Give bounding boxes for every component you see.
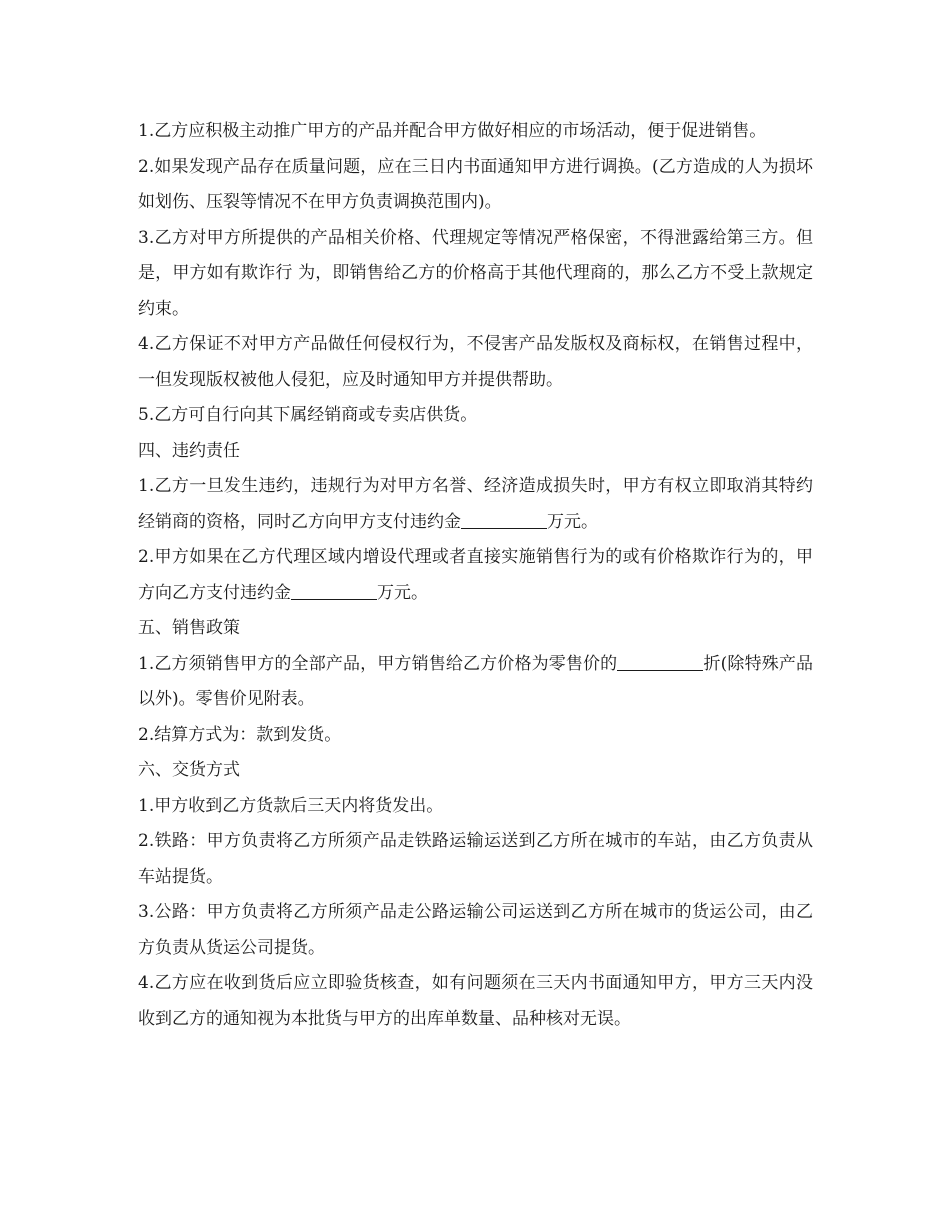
penalty-amount-blank: [461, 508, 547, 529]
delivery-item-4: 4.乙方应在收到货后应立即验货核查，如有问题须在三天内书面通知甲方，甲方三天内没收到乙方的通知视为本批货与甲方的出库单数量、品种核对无误。: [138, 973, 813, 1029]
sales-item-1-tail: 折(除特殊产品以外)。零售价见附表。: [138, 653, 814, 709]
breach-item-2: [138, 540, 813, 611]
document-page: [138, 114, 813, 1037]
delivery-item-3: 3.公路：甲方负责将乙方所须产品走公路运输公司运送到乙方所在城市的货运公司，由乙方负责从货运公司提货。: [138, 902, 813, 958]
clause-3-item-5: 5.乙方可自行向其下属经销商或专卖店供货。: [138, 405, 478, 425]
delivery-item-1: 1.甲方收到乙方货款后三天内将货发出。: [138, 795, 444, 816]
clause-3-item-3: 3.乙方对甲方所提供的产品相关价格、代理规定等情况严格保密，不得泄露给第三方。但是，甲方如有欺诈行 为，即销售给乙方的价格高于其他代理商的，那么乙方不受上款规定约束。: [138, 227, 813, 319]
delivery-item-2: 2.铁路：甲方负责将乙方所须产品走铁路运输运送到乙方所在城市的车站，由乙方负责从车站提货。: [138, 831, 813, 887]
discount-blank: [617, 650, 703, 671]
sales-item-1: [138, 647, 813, 718]
breach-item-1: [138, 469, 813, 540]
breach-item-2-text: 2.甲方如果在乙方代理区域内增设代理或者直接实施销售行为的或有价格欺诈行为的，甲方向乙方支付违约金: [138, 547, 813, 603]
breach-item-1-unit: 万元。: [547, 511, 598, 532]
section-heading-delivery: 六、交货方式: [138, 760, 240, 780]
clause-3-item-4: 4.乙方保证不对甲方产品做任何侵权行为，不侵害产品发版权及商标权，在销售过程中，一但发现版权被他人侵犯，应及时通知甲方并提供帮助。: [138, 334, 813, 390]
clause-3-item-1: 1.乙方应积极主动推广甲方的产品并配合甲方做好相应的市场活动，便于促进销售。: [138, 121, 767, 141]
clause-3-item-2: 2.如果发现产品存在质量问题，应在三日内书面通知甲方进行调换。(乙方造成的人为损坏如划伤、压裂等情况不在甲方负责调换范围内)。: [138, 156, 813, 212]
sales-item-2: 2.结算方式为：款到发货。: [138, 724, 342, 745]
penalty-amount-blank-2: [291, 579, 377, 600]
sales-item-1-text: 1.乙方须销售甲方的全部产品，甲方销售给乙方价格为零售价的: [138, 653, 618, 674]
breach-item-2-unit: 万元。: [377, 582, 428, 603]
breach-item-1-text: 1.乙方一旦发生违约，违规行为对甲方名誉、经济造成损失时，甲方有权立即取消其特约经销商的资格，同时乙方向甲方支付违约金: [138, 476, 813, 532]
section-heading-breach-liability: 四、违约责任: [138, 440, 240, 461]
section-heading-sales-policy: 五、销售政策: [138, 618, 240, 638]
